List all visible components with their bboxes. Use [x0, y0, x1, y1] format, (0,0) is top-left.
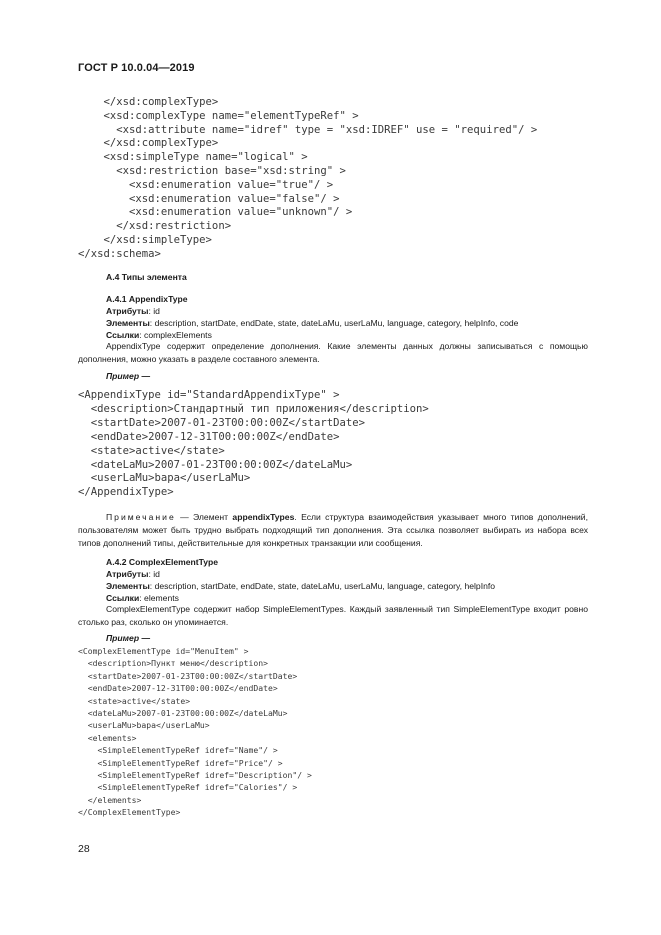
a42-example-label: Пример —: [106, 633, 151, 643]
section-a41-title: А.4.1 AppendixType: [106, 294, 188, 304]
section-a42-title: А.4.2 ComplexElementType: [106, 557, 219, 567]
code-line: <endDate>2007-12-31T00:00:00Z</endDate>: [78, 430, 340, 443]
a42-links: Ссылки: elements: [106, 593, 179, 603]
a41-elements: Элементы: description, startDate, endDate, state, dateLaMu, userLaMu, language, category, helpInfo, code: [106, 318, 519, 328]
standard-header: ГОСТ Р 10.0.04—2019: [78, 62, 195, 74]
code-line: </xsd:complexType>: [78, 137, 219, 150]
code-line: <state>active</state>: [78, 444, 225, 457]
code-line: <xsd:enumeration value="false"/ >: [78, 192, 340, 205]
code-line: </xsd:restriction>: [78, 220, 232, 233]
a41-attributes: Атрибуты: id: [106, 306, 160, 316]
code-line: <xsd:simpleType name="logical" >: [78, 151, 308, 164]
section-a4-title: А.4 Типы элемента: [106, 272, 187, 282]
note-paragraph: Примечание — Элемент appendixTypes. Если структура взаимодействия указывает много типов дополнений, пользователям может быть трудно выбрать подходящий тип дополнения. Эта ссылка позволяет выбирать из набора всех типов дополнений типы, действительные для конкретных транзакции или сообщения.: [78, 512, 588, 548]
a41-example-label: Пример —: [106, 371, 151, 381]
code-line: <userLaMu>bapa</userLaMu>: [78, 720, 210, 731]
code-line: <xsd:enumeration value="unknown"/ >: [78, 206, 353, 219]
code-line: </elements>: [78, 794, 142, 805]
a42-description: ComplexElementType содержит набор SimpleElementTypes. Каждый заявленный тип SimpleElementType входит ровно столько раз, сколько он упоминается.: [78, 604, 588, 627]
code-line: <SimpleElementTypeRef idref="Description"/ >: [78, 770, 312, 781]
xsd-schema-code-block: [78, 96, 537, 262]
code-line: </xsd:complexType>: [78, 96, 219, 108]
page-number: 28: [78, 843, 90, 855]
a42-attributes: Атрибуты: id: [106, 569, 160, 579]
appendix-type-example-code: [78, 389, 429, 500]
code-line: <dateLaMu>2007-01-23T00:00:00Z</dateLaMu>: [78, 708, 288, 719]
code-line: <AppendixType id="StandardAppendixType" >: [78, 389, 340, 401]
a41-description: AppendixType содержит определение дополнения. Какие элементы данных должны записываться с помощью дополнения, можно указать в разделе составного элемента.: [78, 341, 588, 364]
code-line: </ComplexElementType>: [78, 807, 181, 818]
code-line: <userLaMu>bapa</userLaMu>: [78, 472, 251, 485]
complex-element-type-example-code: [78, 645, 312, 819]
code-line: <xsd:attribute name="idref" type = "xsd:IDREF" use = "required"/ >: [78, 123, 538, 136]
code-line: <ComplexElementType id="MenuItem" >: [78, 646, 249, 656]
code-line: <startDate>2007-01-23T00:00:00Z</startDate>: [78, 416, 366, 429]
code-line: <description>Стандартный тип приложения</description>: [78, 402, 429, 415]
code-line: <SimpleElementTypeRef idref="Name"/ >: [78, 745, 278, 756]
code-line: <startDate>2007-01-23T00:00:00Z</startDate>: [78, 670, 298, 681]
code-line: </xsd:simpleType>: [78, 233, 212, 246]
code-line: <dateLaMu>2007-01-23T00:00:00Z</dateLaMu>: [78, 458, 353, 471]
note-term: appendixTypes: [232, 512, 295, 522]
code-line: <endDate>2007-12-31T00:00:00Z</endDate>: [78, 683, 278, 694]
a41-links: Ссылки: complexElements: [106, 330, 212, 340]
code-line: <SimpleElementTypeRef idref="Price"/ >: [78, 757, 283, 768]
code-line: </xsd:schema>: [78, 247, 161, 260]
code-line: <description>Пункт меню</description>: [78, 658, 269, 669]
note-label: Примечание: [106, 512, 176, 522]
code-line: <xsd:complexType name="elementTypeRef" >: [78, 109, 359, 122]
code-line: <xsd:restriction base="xsd:string" >: [78, 164, 346, 177]
a42-elements: Элементы: description, startDate, endDate, state, dateLaMu, userLaMu, language, category, helpInfo: [106, 581, 496, 591]
code-line: <elements>: [78, 732, 137, 743]
code-line: <SimpleElementTypeRef idref="Calories"/ >: [78, 782, 298, 793]
code-line: <state>active</state>: [78, 695, 191, 706]
code-line: </AppendixType>: [78, 486, 174, 499]
code-line: <xsd:enumeration value="true"/ >: [78, 178, 334, 191]
